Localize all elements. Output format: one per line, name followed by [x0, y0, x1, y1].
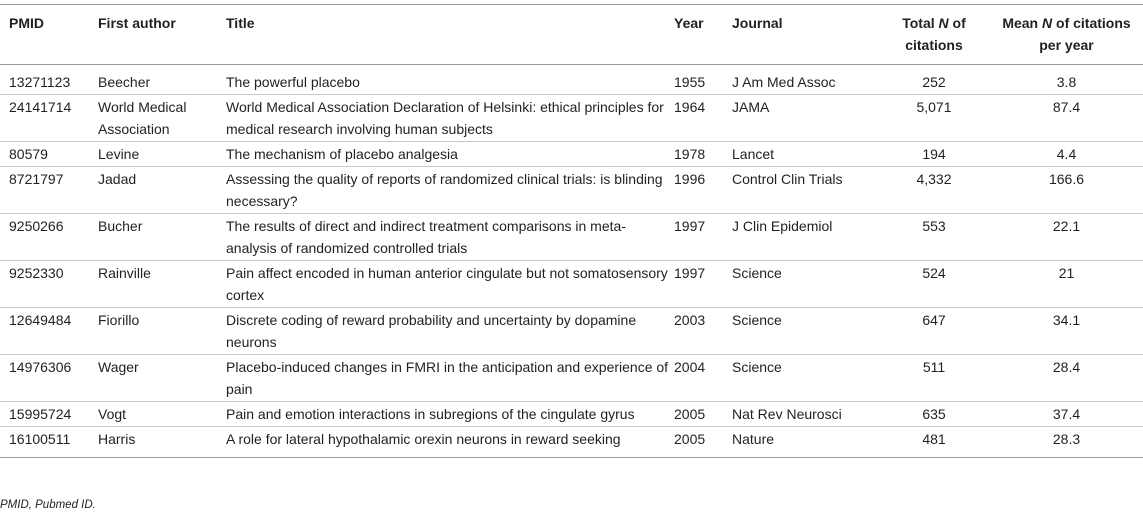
cell-title: World Medical Association Declaration of Helsinki: ethical principles for medical research involving human subjects	[226, 99, 664, 137]
table-row	[0, 261, 1143, 308]
cell-journal: Science	[732, 312, 782, 328]
table-row	[0, 95, 1143, 142]
cell-title: Assessing the quality of reports of randomized clinical trials: is blinding necessary?	[226, 171, 663, 209]
cell-journal: Science	[732, 265, 782, 281]
cell-title: The mechanism of placebo analgesia	[226, 146, 458, 162]
cell-total-citations: 635	[922, 406, 946, 422]
cell-year: 2003	[674, 312, 706, 328]
cell-mean-citations: 34.1	[1052, 312, 1081, 328]
cell-pmid: 80579	[9, 146, 48, 162]
cell-total-citations: 647	[922, 312, 946, 328]
cell-mean-citations: 166.6	[1048, 171, 1085, 187]
cell-total-citations: 481	[922, 431, 946, 447]
cell-year: 1997	[674, 265, 706, 281]
cell-title: Pain and emotion interactions in subregions of the cingulate gyrus	[226, 406, 635, 422]
cell-journal: Control Clin Trials	[732, 171, 843, 187]
cell-year: 2004	[674, 359, 706, 375]
cell-journal: J Clin Epidemiol	[732, 218, 833, 234]
header-year: Year	[674, 5, 732, 65]
cell-year: 2005	[674, 431, 706, 447]
cell-pmid: 12649484	[9, 312, 72, 328]
cell-title: The powerful placebo	[226, 74, 360, 90]
cell-year: 1955	[674, 74, 706, 90]
cell-title: The results of direct and indirect treatment comparisons in meta-analysis of randomized controlled trials	[226, 218, 626, 256]
table-row	[0, 214, 1143, 261]
cell-total-citations: 252	[922, 74, 946, 90]
table-row	[0, 402, 1143, 427]
header-title: Title	[226, 5, 674, 65]
cell-pmid: 24141714	[9, 99, 72, 115]
cell-pmid: 9250266	[9, 218, 64, 234]
citations-table	[0, 4, 1143, 458]
cell-mean-citations: 37.4	[1052, 406, 1081, 422]
cell-mean-citations: 28.3	[1052, 431, 1081, 447]
table-row	[0, 167, 1143, 214]
header-first-author: First author	[98, 5, 226, 65]
cell-total-citations: 524	[922, 265, 946, 281]
cell-first-author: Jadad	[98, 171, 137, 187]
header-total-citations	[878, 5, 990, 65]
table-body	[0, 65, 1143, 458]
cell-first-author: Rainville	[98, 265, 151, 281]
header-row	[0, 5, 1143, 65]
cell-pmid: 14976306	[9, 359, 72, 375]
table-row	[0, 65, 1143, 95]
cell-first-author: Levine	[98, 146, 140, 162]
cell-pmid: 9252330	[9, 265, 64, 281]
header-mean-n: N	[1042, 15, 1053, 31]
header-total-pre: Total	[902, 15, 939, 31]
cell-journal: Nat Rev Neurosci	[732, 406, 842, 422]
cell-total-citations: 4,332	[916, 171, 952, 187]
header-total-line2: citations	[905, 37, 963, 53]
header-mean-pre: Mean	[1002, 15, 1042, 31]
cell-first-author: Beecher	[98, 74, 151, 90]
header-mean-line2: per year	[1039, 37, 1094, 53]
cell-total-citations: 511	[922, 359, 946, 375]
cell-first-author: World Medical Association	[98, 99, 187, 137]
cell-journal: JAMA	[732, 99, 770, 115]
cell-year: 1978	[674, 146, 706, 162]
cell-mean-citations: 87.4	[1052, 99, 1081, 115]
header-mean-citations	[990, 5, 1143, 65]
cell-first-author: Harris	[98, 431, 136, 447]
cell-year: 1996	[674, 171, 706, 187]
table-row	[0, 355, 1143, 402]
cell-mean-citations: 3.8	[1056, 74, 1077, 90]
cell-year: 2005	[674, 406, 706, 422]
cell-first-author: Wager	[98, 359, 139, 375]
cell-first-author: Fiorillo	[98, 312, 140, 328]
table-row	[0, 427, 1143, 458]
cell-pmid: 8721797	[9, 171, 64, 187]
cell-total-citations: 194	[922, 146, 946, 162]
cell-pmid: 13271123	[9, 74, 71, 90]
cell-title: Placebo-induced changes in FMRI in the anticipation and experience of pain	[226, 359, 669, 397]
table-row	[0, 308, 1143, 355]
cell-total-citations: 553	[922, 218, 946, 234]
cell-year: 1964	[674, 99, 706, 115]
cell-first-author: Vogt	[98, 406, 127, 422]
cell-journal: Nature	[732, 431, 775, 447]
header-mean-post: of citations	[1052, 15, 1131, 31]
header-total-post: of	[948, 15, 966, 31]
cell-mean-citations: 21	[1058, 265, 1075, 281]
cell-mean-citations: 4.4	[1056, 146, 1077, 162]
table-footnote: PMID, Pubmed ID.	[0, 499, 96, 511]
cell-title: A role for lateral hypothalamic orexin neurons in reward seeking	[226, 431, 621, 447]
header-pmid: PMID	[0, 5, 98, 65]
cell-title: Discrete coding of reward probability and uncertainty by dopamine neurons	[226, 312, 637, 350]
cell-total-citations: 5,071	[916, 99, 952, 115]
cell-mean-citations: 28.4	[1052, 359, 1081, 375]
cell-journal: Science	[732, 359, 782, 375]
cell-first-author: Bucher	[98, 218, 143, 234]
cell-pmid: 16100511	[9, 431, 71, 447]
cell-mean-citations: 22.1	[1052, 218, 1081, 234]
table-row	[0, 142, 1143, 167]
header-journal: Journal	[732, 5, 878, 65]
cell-journal: Lancet	[732, 146, 775, 162]
table-header	[0, 5, 1143, 65]
cell-title: Pain affect encoded in human anterior cingulate but not somatosensory cortex	[226, 265, 668, 303]
cell-pmid: 15995724	[9, 406, 72, 422]
cell-journal: J Am Med Assoc	[732, 74, 836, 90]
cell-year: 1997	[674, 218, 706, 234]
header-total-n: N	[938, 15, 949, 31]
